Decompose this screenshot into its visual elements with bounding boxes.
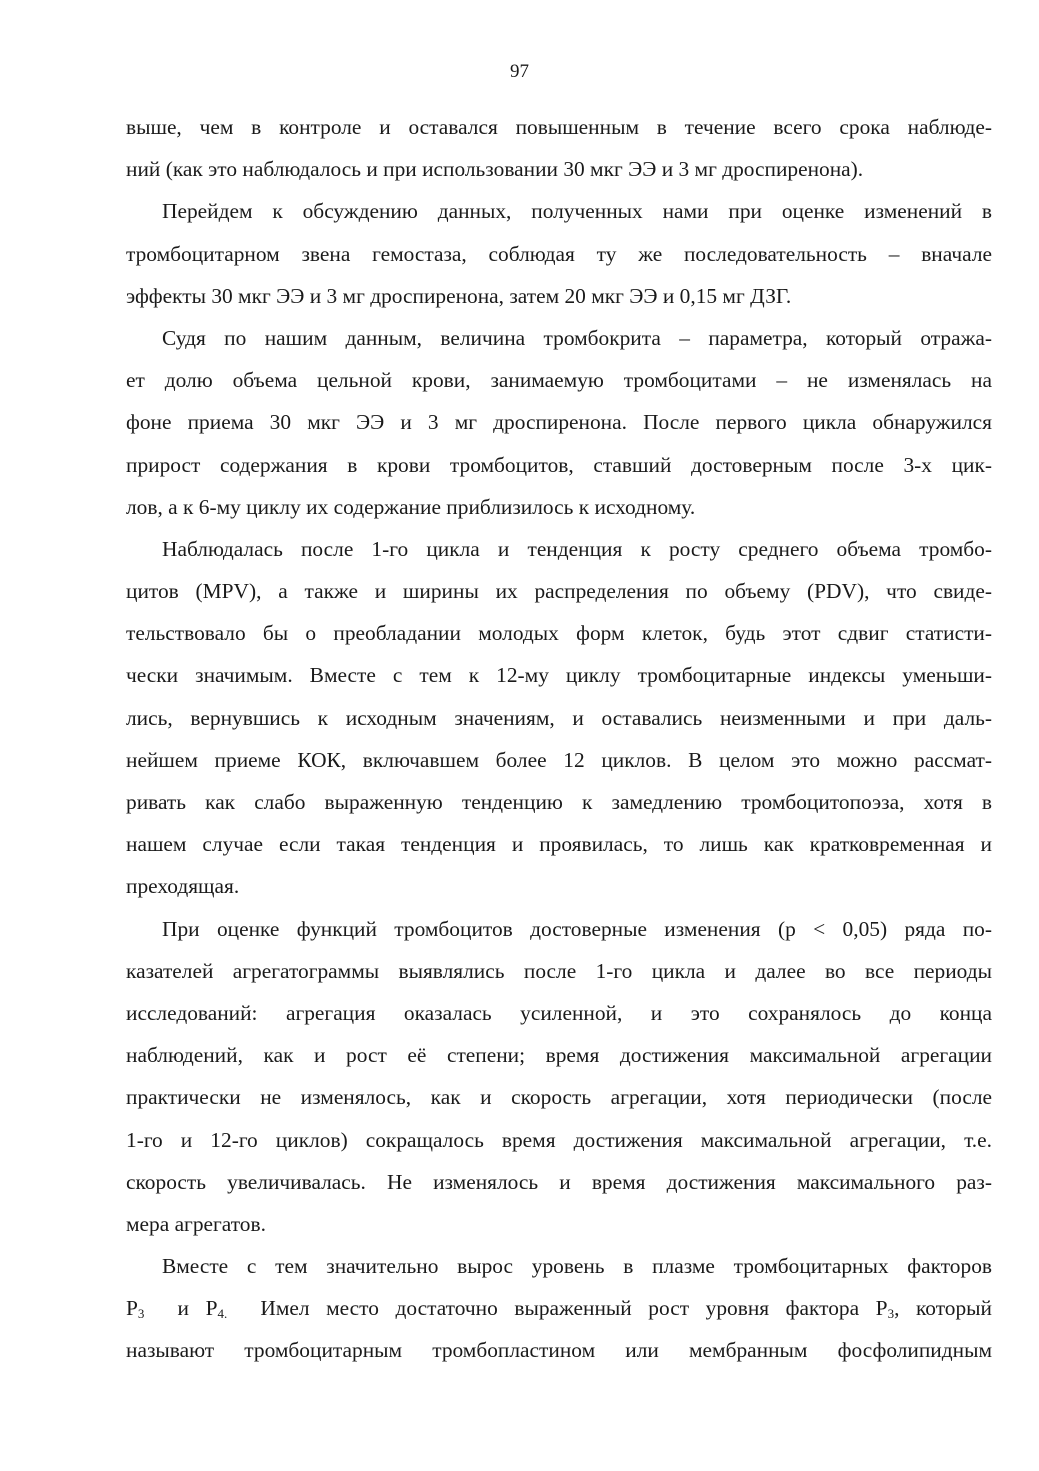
text-line: мера агрегатов. [126,1211,266,1236]
document-body [126,106,992,1372]
text-line: тромбоцитарном звена гемостаза, соблюдая ту же последовательность – вначале [126,241,992,266]
text-fragment: Имел место достаточно выраженный рост уровня фактора Р [227,1296,888,1321]
subscript: 4. [217,1306,228,1322]
text-line: 1-го и 12-го циклов) сокращалось время достижения максимальной агрегации, т.е. [126,1127,992,1152]
text-line: чески значимым. Вместе с тем к 12-му циклу тромбоцитарные индексы уменьши- [126,663,992,688]
text-line: нейшем приеме КОК, включавшем более 12 циклов. В целом это можно рассмат- [126,747,992,772]
paragraph-start-line: Наблюдалась после 1-го цикла и тенденция к росту среднего объема тромбо- [162,536,992,561]
text-line: ний (как это наблюдалось и при использовании 30 мкг ЭЭ и 3 мг дроспиренона). [126,157,864,182]
text-line: цитов (MPV), а также и ширины их распределения по объему (PDV), что свиде- [126,579,992,604]
text-line: преходящая. [126,874,240,899]
text-fragment: , который [894,1296,992,1321]
text-line: эффекты 30 мкг ЭЭ и 3 мг дроспиренона, затем 20 мкг ЭЭ и 0,15 мг ДЗГ. [126,283,792,308]
text-line: скорость увеличивалась. Не изменялось и время достижения максимального раз- [126,1169,992,1194]
page-number: 97 [510,61,529,82]
text-line: фоне приема 30 мкг ЭЭ и 3 мг дроспиренона. После первого цикла обнаружился [126,410,992,435]
text-line: казателей агрегатограммы выявлялись после 1-го цикла и далее во все периоды [126,958,992,983]
paragraph-start-line: Судя по нашим данным, величина тромбокрита – параметра, который отража- [162,325,992,350]
text-line: нашем случае если такая тенденция и проявилась, то лишь как кратковременная и [126,832,992,857]
paragraph-start-line: Перейдем к обсуждению данных, полученных нами при оценке изменений в [162,199,992,224]
text-line: исследований: агрегация оказалась усиленной, и это сохранялось до конца [126,1000,992,1025]
text-line-with-subscripts [126,1287,992,1329]
text-line: называют тромбоцитарным тромбопластином или мембранным фосфолипидным [126,1338,992,1363]
paragraph-start-line: При оценке функций тромбоцитов достоверные изменения (р < 0,05) ряда по- [162,916,992,941]
text-line: лов, а к 6-му циклу их содержание приблизилось к исходному. [126,494,696,519]
text-line: выше, чем в контроле и оставался повышенным в течение всего срока наблюде- [126,115,992,139]
text-line: прирост содержания в крови тромбоцитов, ставший достоверным после 3-х цик- [126,452,992,477]
text-fragment: и Р [144,1296,218,1321]
subscript: 3 [137,1306,145,1322]
text-line: лись, вернувшись к исходным значениям, и оставались неизменными и при даль- [126,705,992,730]
text-line: ет долю объема цельной крови, занимаемую тромбоцитами – не изменялась на [126,368,992,393]
text-line: тельствовало бы о преобладании молодых форм клеток, будь этот сдвиг статисти- [126,621,992,646]
text-line: практически не изменялось, как и скорость агрегации, хотя периодически (после [126,1085,992,1110]
subscript: 3 [887,1306,895,1322]
text-line: ривать как слабо выраженную тенденцию к замедлению тромбоцитопоэза, хотя в [126,790,992,814]
text-fragment: Р [126,1296,138,1321]
paragraph-start-line: Вместе с тем значительно вырос уровень в плазме тромбоцитарных факторов [162,1254,992,1279]
text-line: наблюдений, как и рост её степени; время достижения максимальной агрегации [126,1043,992,1068]
